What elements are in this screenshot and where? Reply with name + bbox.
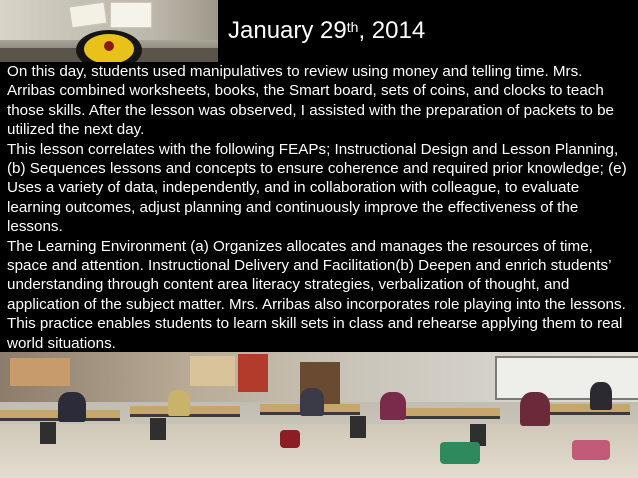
photo-backpack <box>572 440 610 460</box>
photo-student <box>58 392 86 422</box>
paragraph-lesson-summary: On this day, students used manipulatives to review using money and telling time. Mrs. Arribas combined worksheets, books, the Smart board, sets of coins, and clocks to teach those skills. After the lesson was observed, I assisted with the preparation of packets to be utilized the next day. <box>7 63 614 139</box>
photo-chair <box>40 422 56 444</box>
classroom-clock-photo <box>0 0 218 62</box>
photo-wall-poster <box>238 354 268 392</box>
photo-backpack <box>440 442 480 464</box>
photo-backpack <box>280 430 300 448</box>
slide-title <box>218 0 638 62</box>
clock-rug-center <box>104 41 114 51</box>
classroom-students-photo <box>0 352 638 478</box>
photo-student <box>520 392 550 426</box>
paragraph-learning-environment: The Learning Environment (a) Organizes allocates and manages the resources of time, space and attention. Instructional Delivery and Facilitation(b) Deepen and enrich students’ understanding through content area literacy strategies, verbalization of thought, and application of the subject matter. Mrs. Arribas also incorporates role playing into the lessons. This practice enables students to learn skill sets in class and rehearse applying them to real world situations. <box>7 237 626 352</box>
photo-chair <box>150 418 166 440</box>
title-year: , 2014 <box>358 17 426 44</box>
paragraph-feaps-planning: This lesson correlates with the following FEAPs; Instructional Design and Lesson Planning, (b) Sequences lessons and concepts to ensure coherence and required prior knowledge; (e) Uses a variety of data, independently, and in collaboration with colleague, to evaluate learning outcomes, adjust planning and continuously improve the effectiveness of the lessons. <box>7 140 627 236</box>
title-superscript: th <box>346 19 359 35</box>
photo-whiteboard <box>495 356 638 400</box>
photo-paper-drawing <box>110 2 152 28</box>
photo-student <box>168 390 190 416</box>
photo-student <box>300 388 324 416</box>
title-date: January 29 <box>228 17 347 44</box>
slide-body <box>7 62 633 353</box>
photo-chair <box>350 416 366 438</box>
photo-student <box>380 392 406 420</box>
photo-floor <box>0 424 638 478</box>
photo-wall-poster <box>190 356 235 386</box>
photo-wall-poster <box>10 358 70 386</box>
photo-student <box>590 382 612 410</box>
